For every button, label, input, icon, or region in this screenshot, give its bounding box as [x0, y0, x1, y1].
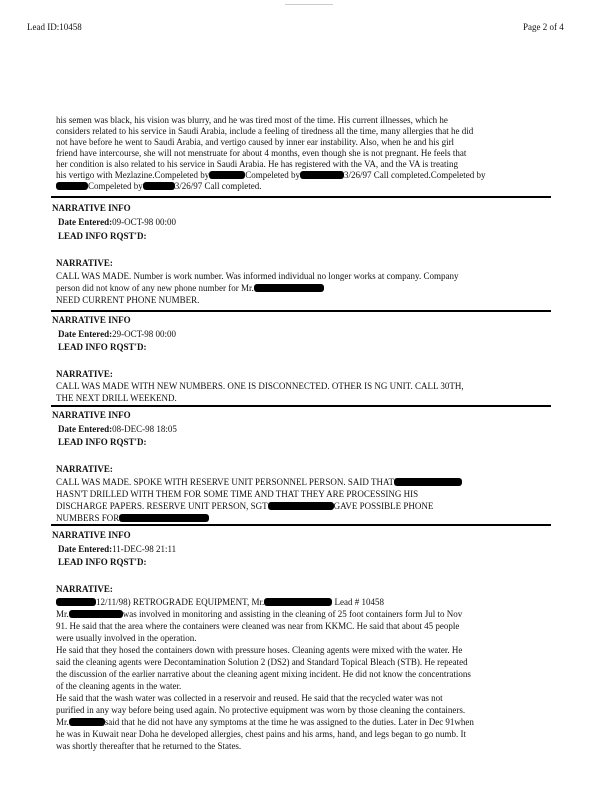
text-span: Compeleted by: [245, 170, 300, 180]
date-label: Date Entered:: [58, 424, 113, 434]
date-label: Date Entered:: [58, 217, 113, 227]
text-span: said that he did not have any symptoms at the time he was assigned to the duties. Later in Dec 91when: [104, 717, 474, 727]
section-divider: [51, 196, 551, 198]
text-line: was shortly thereafter that he returned to the States.: [56, 741, 242, 751]
lead-info-label: LEAD INFO RQST'D:: [58, 437, 147, 447]
text-span: was involved in monitoring and assisting in the cleaning of 25 foot containers form Jul to Nov: [122, 609, 463, 619]
text-line: [56, 609, 462, 620]
text-line: her condition is also related to his service in Saudi Arabia. He has registered with the VA, and the VA is treating: [56, 159, 459, 169]
text-line: [56, 181, 262, 192]
text-line: He said that they hosed the containers down with pressure hoses. Cleaning agents were mixed with the water. He: [56, 645, 463, 655]
text-line: [56, 283, 324, 294]
text-span: 12/11/98) RETROGRADE EQUIPMENT, Mr.: [96, 597, 265, 607]
text-line: of the cleaning agents in the water.: [56, 681, 182, 691]
lead-info-label: LEAD INFO RQST'D:: [58, 231, 147, 241]
date-value: 11-DEC-98 21:11: [112, 544, 177, 554]
redaction-mark: [394, 478, 462, 486]
text-span: his vertigo with Mezlazine.Compeleted by: [56, 170, 210, 180]
date-entered: [58, 424, 177, 435]
top-edge-line: [285, 4, 333, 5]
text-line: were usually involved in the operation.: [56, 633, 197, 643]
redaction-mark: [254, 284, 324, 292]
date-value: 29-OCT-98 00:00: [112, 329, 176, 339]
date-label: Date Entered:: [58, 544, 113, 554]
text-line: He said that the wash water was collected in a reservoir and reused. He said that the recycled water was not: [56, 693, 443, 703]
redaction-mark: [56, 182, 88, 190]
date-entered: [58, 217, 176, 228]
text-line: considers related to his service in Saudi Arabia, include a feeling of tiredness all the time, many allergies that he did: [56, 126, 474, 136]
text-line: [56, 477, 462, 488]
text-line: his semen was black, his vision was blurry, and he was tired most of the time. His current illnesses, which he: [56, 115, 448, 125]
section-divider: [51, 524, 551, 526]
text-span: GAVE POSSIBLE PHONE: [333, 501, 434, 511]
narrative-label: NARRATIVE:: [56, 258, 113, 268]
text-span: CALL WAS MADE. SPOKE WITH RESERVE UNIT PERSONNEL PERSON. SAID THAT: [56, 477, 394, 487]
narrative-label: NARRATIVE:: [56, 464, 113, 474]
text-span: Mr.: [56, 717, 69, 727]
text-span: 3/26/97 Call completed.Compeleted by: [343, 170, 486, 180]
text-span: Mr.: [56, 609, 69, 619]
text-line: [56, 170, 485, 181]
text-span: person did not know of any new phone number for Mr.: [56, 283, 254, 293]
text-span: Compeleted by: [88, 181, 143, 191]
text-line: said the cleaning agents were Decontamination Solution 2 (DS2) and Standard Topical Bleach (STB). He repeated: [56, 657, 468, 667]
section-title: NARRATIVE INFO: [52, 530, 131, 540]
text-line: friend have intercourse, she will not menstruate for about 4 months, even though she is not pregnant. He feels that: [56, 148, 467, 158]
date-label: Date Entered:: [58, 329, 113, 339]
section-title: NARRATIVE INFO: [52, 315, 131, 325]
redaction-mark: [69, 718, 105, 726]
text-line: purified in any way before being used again. No protective equipment was worn by those cleaning the containers.: [56, 705, 466, 715]
redaction-mark: [143, 182, 175, 190]
redaction-mark: [69, 610, 123, 618]
narrative-label: NARRATIVE:: [56, 584, 113, 594]
date-value: 09-OCT-98 00:00: [112, 217, 176, 227]
section-divider: [51, 405, 551, 407]
narrative-label: NARRATIVE:: [56, 369, 113, 379]
text-line: CALL WAS MADE. Number is work number. Was informed individual no longer works at company. Company: [56, 271, 459, 281]
text-line: HASN'T DRILLED WITH THEM FOR SOME TIME AND THAT THEY ARE PROCESSING HIS: [56, 489, 419, 499]
lead-id-header: Lead ID:10458: [27, 22, 82, 32]
page-number-header: Page 2 of 4: [523, 22, 564, 32]
text-line: [56, 717, 474, 728]
section-title: NARRATIVE INFO: [52, 203, 131, 213]
redaction-mark: [119, 514, 209, 522]
text-line: NEED CURRENT PHONE NUMBER.: [56, 295, 200, 305]
section-title: NARRATIVE INFO: [52, 410, 131, 420]
text-span: NUMBERS FOR: [56, 513, 120, 523]
text-line: not have before he went to Saudi Arabia, and vertigo caused by inner ear instability. Also, when he and his girl: [56, 137, 455, 147]
text-span: DISCHARGE PAPERS. RESERVE UNIT PERSON, SGT: [56, 501, 268, 511]
date-entered: [58, 329, 176, 340]
text-line: he was in Kuwait near Doha he developed allergies, chest pains and his arms, hand, and legs began to go numb. It: [56, 729, 466, 739]
redaction-mark: [56, 598, 96, 606]
date-value: 08-DEC-98 18:05: [112, 424, 177, 434]
redaction-mark: [300, 171, 344, 179]
text-line: 91. He said that the area where the containers were cleaned was near from KKMC. He said that about 45 people: [56, 621, 460, 631]
text-line: CALL WAS MADE WITH NEW NUMBERS. ONE IS DISCONNECTED. OTHER IS NG UNIT. CALL 30TH,: [56, 381, 464, 391]
redaction-mark: [264, 598, 332, 606]
text-line: THE NEXT DRILL WEEKEND.: [56, 393, 177, 403]
text-line: [56, 513, 209, 524]
redaction-mark: [209, 171, 245, 179]
lead-info-label: LEAD INFO RQST'D:: [58, 557, 147, 567]
text-line: the discussion of the earlier narrative about the cleaning agent mixing incident. He did not know the concentrations: [56, 669, 471, 679]
section-divider: [51, 310, 551, 312]
text-span: 3/26/97 Call completed.: [174, 181, 262, 191]
lead-info-label: LEAD INFO RQST'D:: [58, 342, 147, 352]
text-line: [56, 501, 433, 512]
text-span: Lead # 10458: [332, 597, 384, 607]
text-line: [56, 597, 384, 608]
date-entered: [58, 544, 176, 555]
redaction-mark: [268, 502, 334, 510]
